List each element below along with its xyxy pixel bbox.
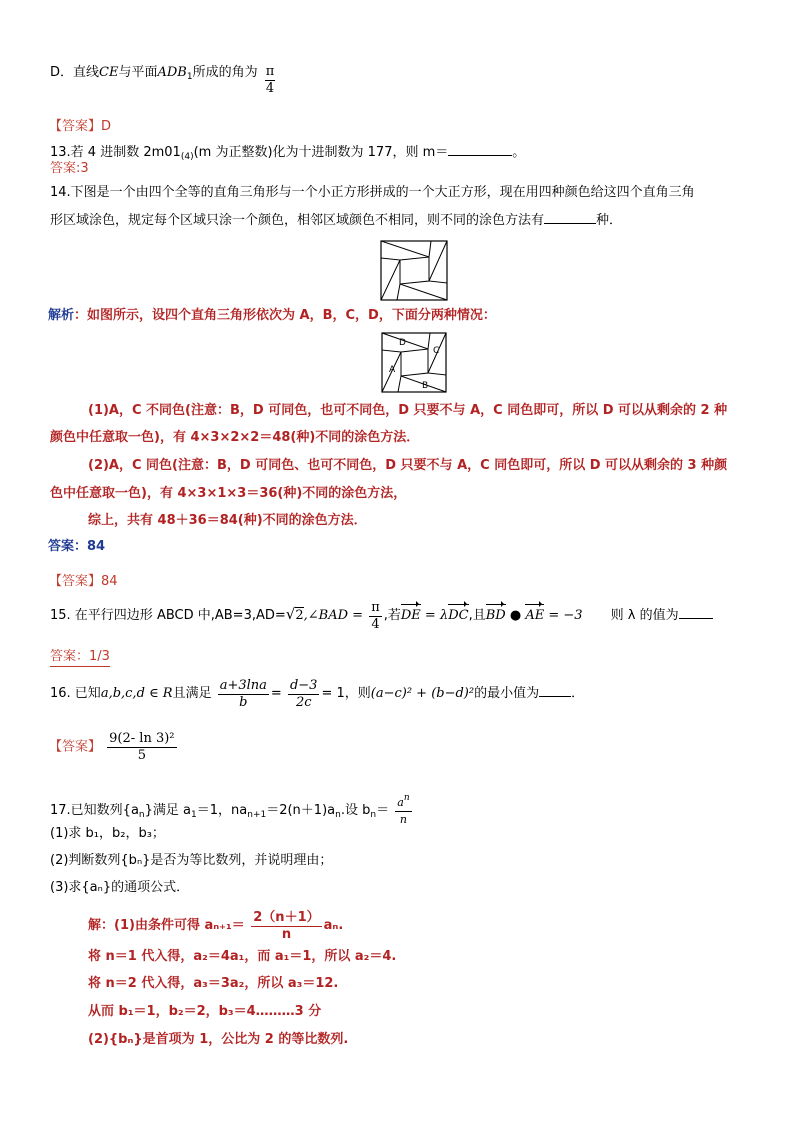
frac-den: 4 <box>265 81 275 96</box>
solution-fraction <box>251 910 321 943</box>
solution-s1-post: aₙ. <box>323 918 344 933</box>
analysis-label: 解析 <box>48 308 75 323</box>
q17-text-c: ＝1，na <box>196 803 248 818</box>
question-13 <box>50 144 525 166</box>
question-17-part3: (3)求{aₙ}的通项公式． <box>50 880 190 895</box>
q15-ask: 则 λ 的值为 <box>610 608 679 623</box>
analysis-answer <box>48 538 105 556</box>
labeled-square-figure <box>380 331 448 394</box>
pi-over-4-fraction <box>369 600 382 633</box>
question-15 <box>50 600 713 633</box>
answer-tag: 【答案】 <box>49 119 102 134</box>
q14-line2-b: 种． <box>596 213 623 228</box>
q15-pre: 15. 在平行四边形 ABCD 中,AB=3,AD= <box>50 608 286 623</box>
q13-text: 13.若 4 进制数 2m01 <box>50 145 181 160</box>
frac-num: a <box>397 796 404 809</box>
option-d <box>50 64 278 97</box>
frac-den: 5 <box>137 748 146 763</box>
label-d: D <box>399 338 406 348</box>
question-17 <box>50 790 414 828</box>
analysis-case1-line2: 颜色中任意取一色)，有 4×3×2×2＝48(种)不同的涂色方法． <box>50 430 420 445</box>
q16-expr: (a−c)² + (b−d)² <box>370 686 475 701</box>
answer-16 <box>49 731 179 764</box>
solution-17-line1 <box>88 910 343 943</box>
option-d-mid: 与平面 <box>118 65 158 80</box>
q17-text-b: }满足 a <box>144 803 192 818</box>
frac-num: 9(2- ln 3)² <box>109 731 175 746</box>
solution-17-line2: 将 n＝1 代入得，a₂＝4a₁，而 a₁＝1，所以 a₂＝4. <box>88 949 397 964</box>
question-14-line1: 14.下图是一个由四个全等的直角三角形与一个小正方形拼成的一个大正方形，现在用四种颜色给这四个直角三角 <box>50 185 695 200</box>
q15-angle: ,∠BAD = <box>303 608 364 623</box>
q15-ruo: ,若 <box>383 608 401 623</box>
frac-num-sup: n <box>403 793 410 803</box>
answer-15: 答案：1/3 <box>50 648 110 667</box>
q17-text-f: ＝ <box>376 803 390 818</box>
vector-bd: BD <box>485 608 506 623</box>
frac-den: n <box>281 927 292 942</box>
q15-and: ,且 <box>468 608 486 623</box>
frac-den: 2c <box>295 695 312 710</box>
q15-eq2: = −3 <box>544 608 583 623</box>
frac-den: n <box>399 813 407 826</box>
solution-s1-pre: (1)由条件可得 aₙ₊₁＝ <box>114 918 245 933</box>
option-d-plane-sub: 1 <box>186 72 193 82</box>
solution-17-line4: 从而 b₁＝1，b₂＝2，b₃＝4………3 分 <box>88 1004 322 1019</box>
solution-17-line3: 将 n＝2 代入得，a₃＝3a₂，所以 a₃＝12. <box>88 976 339 991</box>
square-figure <box>379 239 449 302</box>
frac-den: 4 <box>371 617 380 632</box>
answer-14 <box>49 573 118 591</box>
question-16 <box>50 678 584 711</box>
answer-13: 答案:3 <box>50 161 89 176</box>
fraction-1 <box>218 678 269 711</box>
answer-blank <box>539 696 571 697</box>
q17-sub2: 1 <box>191 810 197 820</box>
q16-cond: 且满足 <box>172 686 212 701</box>
analysis-case2-line1: (2)A，C 同色(注意：B，D 可同色、也可不同色，D 只要不与 A，C 同色即可，所以 D 可以从剩余的 3 种颜 <box>88 458 728 473</box>
q17-sub3: n+1 <box>247 810 267 820</box>
q16-vars: a,b,c,d ∈ R <box>100 686 173 701</box>
q16-eq: = <box>270 686 282 701</box>
option-d-tail: 所成的角为 <box>192 65 258 80</box>
analysis-case1-line1: (1)A，C 不同色(注意：B，D 可同色，也可不同色，D 只要不与 A，C 同色即可，所以 D 可以从剩余的 2 种 <box>88 403 728 418</box>
frac-num: d−3 <box>289 678 318 693</box>
an-over-n-fraction <box>395 790 411 828</box>
q16-pre: 16. 已知 <box>50 686 101 701</box>
answer-blank <box>679 618 713 619</box>
q17-text-a: 17.已知数列{a <box>50 803 139 818</box>
label-a: A <box>389 365 396 375</box>
question-17-part1: (1)求 b₁，b₂，b₃； <box>50 826 165 841</box>
option-d-ce: CE <box>99 65 119 80</box>
q13-sub: (4) <box>180 152 194 162</box>
q13-tail: (m 为正整数)化为十进制数为 177，则 m＝ <box>193 145 449 160</box>
analysis-answer-label: 答案 <box>48 539 75 554</box>
frac-num: a+3lna <box>219 678 267 693</box>
q16-end: ． <box>571 686 585 701</box>
q16-eq1: = 1，则 <box>321 686 371 701</box>
frac-num: π <box>265 64 275 79</box>
answer-value: 84 <box>101 574 118 589</box>
fraction-2 <box>288 678 320 711</box>
label-b: B <box>422 381 429 391</box>
analysis-summary: 综上，共有 48＋36＝84(种)不同的涂色方法． <box>88 513 367 528</box>
vector-ae: AE <box>525 608 545 623</box>
q17-sub1: n <box>138 810 145 820</box>
answer-value: D <box>101 119 112 134</box>
analysis-case2-line2: 色中任意取一色)，有 4×3×1×3＝36(种)不同的涂色方法， <box>50 486 407 501</box>
option-d-label: D．直线 <box>50 65 100 80</box>
sqrt-sign: √ <box>285 605 296 623</box>
dot-product: ● <box>505 608 526 623</box>
pi-over-4-fraction <box>264 64 277 97</box>
frac-num: π <box>371 600 380 615</box>
analysis-14-intro <box>48 307 496 325</box>
question-17-part2: (2)判断数列{bₙ}是否为等比数列，并说明理由； <box>50 853 333 868</box>
answer-blank <box>448 155 512 156</box>
q15-eq1: = λ <box>420 608 449 623</box>
analysis-answer-value: ：84 <box>74 539 106 554</box>
q17-sub4: n <box>335 810 341 820</box>
frac-den: b <box>239 695 248 710</box>
answer-12 <box>49 118 111 136</box>
solution-label: 解： <box>88 918 115 933</box>
answer-16-fraction <box>107 731 176 764</box>
answer-tag: 【答案】 <box>49 574 102 589</box>
answer-tag: 【答案】 <box>49 739 102 755</box>
label-c: C <box>433 346 440 356</box>
q17-sub5: n <box>370 810 377 820</box>
q15-sqrt: 2 <box>295 608 304 623</box>
q13-end: 。 <box>512 145 526 160</box>
vector-dc: DC <box>448 608 469 623</box>
q17-text-d: ＝2(n＋1)a <box>266 803 336 818</box>
answer-blank <box>544 223 596 224</box>
frac-num: 2（n＋1） <box>253 910 320 925</box>
solution-17-line5: (2){bₙ}是首项为 1，公比为 2 的等比数列. <box>88 1032 349 1047</box>
q14-line2-a: 形区域涂色，规定每个区域只涂一个颜色，相邻区域颜色不相同，则不同的涂色方法有 <box>50 213 545 228</box>
question-14-line2 <box>50 212 622 230</box>
q17-text-e: .设 b <box>340 803 371 818</box>
q16-ask: 的最小值为 <box>474 686 540 701</box>
option-d-plane: ADB <box>157 65 187 80</box>
analysis-intro: ：如图所示，设四个直角三角形依次为 A，B，C，D，下面分两种情况： <box>74 308 496 323</box>
vector-de: DE <box>400 608 421 623</box>
